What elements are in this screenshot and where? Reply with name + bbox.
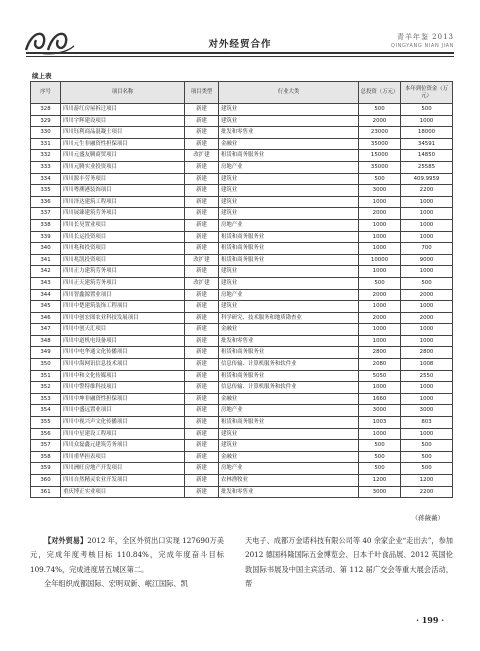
cell-project-type: 新建 xyxy=(185,219,219,231)
cell-project-type: 新建 xyxy=(185,127,219,139)
table-row xyxy=(31,115,453,127)
cell-no: 341 xyxy=(31,254,61,266)
cell-project-name: 四川重华担表项目 xyxy=(61,451,185,463)
table-row xyxy=(31,185,453,197)
table-row xyxy=(31,104,453,116)
cell-no: 354 xyxy=(31,405,61,417)
cell-project-name: 四川中警特维科技项目 xyxy=(61,382,185,394)
cell-project-type: 新建 xyxy=(185,393,219,405)
cell-industry: 建筑业 xyxy=(219,428,359,440)
cell-total-investment: 1000 xyxy=(359,428,401,440)
cell-project-name: 四川长运投资项目 xyxy=(61,231,185,243)
cell-industry: 租赁和商务服务业 xyxy=(219,243,359,255)
table-row xyxy=(31,277,453,289)
cell-industry: 批发和零售业 xyxy=(219,486,359,498)
cell-project-type: 新建 xyxy=(185,104,219,116)
page-number: · 199 · xyxy=(416,615,444,625)
cell-industry: 建筑业 xyxy=(219,185,359,197)
yearbook-label: 青羊年鉴 2013 xyxy=(396,33,454,41)
cell-project-type: 新建 xyxy=(185,185,219,197)
cell-project-name: 四川中星建设工程项目 xyxy=(61,428,185,440)
cell-funds-received: 1000 xyxy=(401,231,453,243)
cell-industry: 金融业 xyxy=(219,451,359,463)
cell-funds-received: 500 xyxy=(401,463,453,475)
cell-total-investment: 1000 xyxy=(359,382,401,394)
cell-funds-received: 500 xyxy=(401,440,453,452)
cell-no: 350 xyxy=(31,359,61,371)
cell-total-investment: 2800 xyxy=(359,347,401,359)
cell-industry: 建筑业 xyxy=(219,104,359,116)
cell-industry: 批发和零售业 xyxy=(219,127,359,139)
cell-total-investment: 15000 xyxy=(359,150,401,162)
cell-funds-received: 34591 xyxy=(401,138,453,150)
cell-project-type: 新建 xyxy=(185,115,219,127)
cell-project-type: 改扩建 xyxy=(185,254,219,266)
cell-project-name: 四川长昊置业项目 xyxy=(61,219,185,231)
cell-total-investment: 500 xyxy=(359,277,401,289)
table-row xyxy=(31,150,453,162)
cell-industry: 建筑业 xyxy=(219,196,359,208)
cell-project-type: 新建 xyxy=(185,161,219,173)
cell-industry: 信息传输、计算机服务和软件业 xyxy=(219,382,359,394)
cell-funds-received: 1000 xyxy=(401,219,453,231)
table-row xyxy=(31,382,453,394)
cell-no: 340 xyxy=(31,243,61,255)
cell-project-type: 新建 xyxy=(185,266,219,278)
table-row xyxy=(31,138,453,150)
cell-project-type: 新建 xyxy=(185,208,219,220)
cell-project-type: 新建 xyxy=(185,359,219,371)
article-paragraph xyxy=(30,534,224,577)
cell-total-investment: 500 xyxy=(359,451,401,463)
cell-project-name: 四川元生非融资性担保项目 xyxy=(61,138,185,150)
cell-funds-received: 1000 xyxy=(401,393,453,405)
table-row xyxy=(31,173,453,185)
cell-project-type: 新建 xyxy=(185,289,219,301)
table-row xyxy=(31,254,453,266)
cell-project-name: 四川游红房屋拆迁项目 xyxy=(61,104,185,116)
cell-project-name: 四川智鑫源置业项目 xyxy=(61,289,185,301)
cell-no: 338 xyxy=(31,219,61,231)
cell-total-investment: 1000 xyxy=(359,219,401,231)
table-row xyxy=(31,324,453,336)
cell-project-type: 新建 xyxy=(185,243,219,255)
cell-industry: 租赁和商务服务业 xyxy=(219,417,359,429)
cell-industry: 信息传输、计算机服务和软件业 xyxy=(219,359,359,371)
cell-total-investment: 1000 xyxy=(359,324,401,336)
cell-total-investment: 2080 xyxy=(359,359,401,371)
cell-industry: 房地产业 xyxy=(219,289,359,301)
cell-project-name: 四川洲旺房地产开发项目 xyxy=(61,463,185,475)
table-row xyxy=(31,219,453,231)
cell-funds-received: 1000 xyxy=(401,335,453,347)
cell-no: 355 xyxy=(31,417,61,429)
cell-total-investment: 3000 xyxy=(359,405,401,417)
table-row xyxy=(31,347,453,359)
cell-project-name: 四川钰利商品混凝土项目 xyxy=(61,127,185,139)
cell-total-investment: 1000 xyxy=(359,266,401,278)
table-row xyxy=(31,486,453,498)
cell-project-name: 四川源丰劳务项目 xyxy=(61,173,185,185)
table-row xyxy=(31,208,453,220)
cell-no: 352 xyxy=(31,382,61,394)
column-header-industry: 行业大类 xyxy=(219,82,359,104)
cell-funds-received: 2000 xyxy=(401,312,453,324)
table-header-row xyxy=(31,82,453,104)
cell-industry: 租赁和商务服务业 xyxy=(219,150,359,162)
cell-project-name: 重庆博正实业项目 xyxy=(61,486,185,498)
cell-industry: 建筑业 xyxy=(219,440,359,452)
table-row xyxy=(31,359,453,371)
cell-total-investment: 35000 xyxy=(359,138,401,150)
cell-no: 346 xyxy=(31,312,61,324)
cell-total-investment: 500 xyxy=(359,104,401,116)
cell-industry: 房地产业 xyxy=(219,463,359,475)
article-left-column xyxy=(30,534,224,592)
cell-project-type: 新建 xyxy=(185,463,219,475)
table-row xyxy=(31,393,453,405)
cell-industry: 建筑业 xyxy=(219,301,359,313)
table-row xyxy=(31,243,453,255)
table-row xyxy=(31,428,453,440)
table-row xyxy=(31,127,453,139)
article-text: 2012 年，全区外贸出口实现 127690万美元，完成年度考核目标 110.84%，完成年度奋斗目标 109.74%，完成进度居五城区第二。 xyxy=(30,536,224,574)
cell-total-investment: 1000 xyxy=(359,196,401,208)
cell-no: 347 xyxy=(31,324,61,336)
cell-project-type: 新建 xyxy=(185,405,219,417)
cell-no: 337 xyxy=(31,208,61,220)
cell-funds-received: 1008 xyxy=(401,359,453,371)
cell-industry: 金融业 xyxy=(219,138,359,150)
cell-total-investment: 3000 xyxy=(359,185,401,197)
cell-no: 342 xyxy=(31,266,61,278)
section-title: 对外经贸合作 xyxy=(208,39,272,50)
cell-project-name: 四川中电华通文化传播项目 xyxy=(61,347,185,359)
cell-project-type: 新建 xyxy=(185,173,219,185)
cell-total-investment: 1003 xyxy=(359,417,401,429)
article-paragraph: 全年组织成都国际、宏明双新、岷江国际、凯 xyxy=(44,579,188,589)
cell-industry: 批发和零售业 xyxy=(219,335,359,347)
cell-total-investment: 1000 xyxy=(359,335,401,347)
cell-industry: 金融业 xyxy=(219,324,359,336)
cell-project-name: 四川中坤非融资性担保项目 xyxy=(61,393,185,405)
cell-project-name: 四川泽达建筑工程项目 xyxy=(61,196,185,208)
column-header-name: 项目名称 xyxy=(61,82,185,104)
cell-industry: 建筑业 xyxy=(219,173,359,185)
cell-industry: 建筑业 xyxy=(219,266,359,278)
cell-project-name: 四川元腾实业投资项目 xyxy=(61,161,185,173)
cell-funds-received: 500 xyxy=(401,277,453,289)
cell-funds-received: 18000 xyxy=(401,127,453,139)
cell-project-name: 四川中视兴声文化传播项目 xyxy=(61,417,185,429)
cell-project-name: 四川中创宏图农业科技发展项目 xyxy=(61,312,185,324)
cell-project-type: 新建 xyxy=(185,451,219,463)
table-row xyxy=(31,161,453,173)
cell-total-investment: 35000 xyxy=(359,161,401,173)
table-row xyxy=(31,417,453,429)
cell-project-name: 四川正力建筑劳务项目 xyxy=(61,266,185,278)
article-tag: 【对外贸易】 xyxy=(44,536,88,545)
table-row xyxy=(31,370,453,382)
column-header-type: 项目类型 xyxy=(185,82,219,104)
header-rule-thick xyxy=(26,52,454,54)
table-row xyxy=(31,312,453,324)
cell-no: 358 xyxy=(31,451,61,463)
cell-no: 359 xyxy=(31,463,61,475)
cell-project-name: 四川众磊鑫元建筑劳务项目 xyxy=(61,440,185,452)
cell-funds-received: 1000 xyxy=(401,301,453,313)
cell-industry: 建筑业 xyxy=(219,115,359,127)
continued-label: 续上表 xyxy=(32,72,52,80)
cell-funds-received: 409.9959 xyxy=(401,173,453,185)
cell-total-investment: 2000 xyxy=(359,115,401,127)
project-table xyxy=(30,81,453,498)
cell-no: 356 xyxy=(31,428,61,440)
cell-project-type: 新建 xyxy=(185,370,219,382)
cell-total-investment: 3000 xyxy=(359,486,401,498)
cell-no: 357 xyxy=(31,440,61,452)
table-row xyxy=(31,266,453,278)
cell-project-type: 新建 xyxy=(185,138,219,150)
article-right-column xyxy=(245,534,453,592)
cell-no: 345 xyxy=(31,301,61,313)
cell-funds-received: 3000 xyxy=(401,405,453,417)
cell-total-investment: 2000 xyxy=(359,289,401,301)
cell-industry: 科学研究、技术服务和地质勘查业 xyxy=(219,312,359,324)
cell-funds-received: 1000 xyxy=(401,428,453,440)
cell-project-name: 四川兆凯投资项目 xyxy=(61,254,185,266)
cell-industry: 租赁和商务服务业 xyxy=(219,231,359,243)
cell-project-name: 四川兆和投资项目 xyxy=(61,243,185,255)
cell-total-investment: 23000 xyxy=(359,127,401,139)
cell-funds-received: 1000 xyxy=(401,324,453,336)
cell-project-name: 四川中盛远置业项目 xyxy=(61,405,185,417)
cell-project-type: 新建 xyxy=(185,382,219,394)
cell-project-name: 四川中创天汇项目 xyxy=(61,324,185,336)
cell-project-type: 新建 xyxy=(185,417,219,429)
cell-no: 329 xyxy=(31,115,61,127)
cell-project-name: 四川宇辉建设项目 xyxy=(61,115,185,127)
cell-project-name: 四川自然精灵农业开发项目 xyxy=(61,475,185,487)
cell-project-type: 新建 xyxy=(185,335,219,347)
table-row xyxy=(31,335,453,347)
cell-total-investment: 1000 xyxy=(359,301,401,313)
cell-no: 360 xyxy=(31,475,61,487)
cell-funds-received: 500 xyxy=(401,104,453,116)
header-rule-thin xyxy=(26,56,454,57)
cell-project-type: 新建 xyxy=(185,312,219,324)
column-header-no: 序号 xyxy=(31,82,61,104)
cell-project-type: 改扩建 xyxy=(185,150,219,162)
cell-project-name: 四川元盛友腾商贸项目 xyxy=(61,150,185,162)
cell-funds-received: 1000 xyxy=(401,115,453,127)
cell-project-type: 新建 xyxy=(185,231,219,243)
cell-industry: 租赁和商务服务业 xyxy=(219,254,359,266)
cell-total-investment: 2000 xyxy=(359,312,401,324)
cell-funds-received: 14850 xyxy=(401,150,453,162)
cell-no: 336 xyxy=(31,196,61,208)
table-row xyxy=(31,463,453,475)
table-row xyxy=(31,231,453,243)
cell-funds-received: 2200 xyxy=(401,185,453,197)
cell-industry: 房地产业 xyxy=(219,405,359,417)
cell-no: 332 xyxy=(31,150,61,162)
cell-funds-received: 500 xyxy=(401,451,453,463)
cell-no: 344 xyxy=(31,289,61,301)
cell-no: 361 xyxy=(31,486,61,498)
cell-total-investment: 500 xyxy=(359,463,401,475)
cell-no: 349 xyxy=(31,347,61,359)
cell-funds-received: 2550 xyxy=(401,370,453,382)
cell-funds-received: 1000 xyxy=(401,208,453,220)
cell-no: 328 xyxy=(31,104,61,116)
cell-total-investment: 500 xyxy=(359,440,401,452)
cell-funds-received: 2000 xyxy=(401,289,453,301)
cell-funds-received: 2200 xyxy=(401,486,453,498)
cell-industry: 租赁和商务服务业 xyxy=(219,370,359,382)
cell-funds-received: 700 xyxy=(401,243,453,255)
cell-no: 339 xyxy=(31,231,61,243)
cell-total-investment: 500 xyxy=(359,173,401,185)
cell-funds-received: 9000 xyxy=(401,254,453,266)
column-header-total-investment: 总投资（万元） xyxy=(359,82,401,104)
cell-funds-received: 1000 xyxy=(401,266,453,278)
cell-project-name: 四川粤溯港装饰项目 xyxy=(61,185,185,197)
cell-total-investment: 1000 xyxy=(359,243,401,255)
cell-no: 331 xyxy=(31,138,61,150)
cell-funds-received: 1000 xyxy=(401,196,453,208)
cell-project-type: 新建 xyxy=(185,301,219,313)
cell-no: 335 xyxy=(31,185,61,197)
cell-funds-received: 25585 xyxy=(401,161,453,173)
table-row xyxy=(31,475,453,487)
cell-project-name: 四川正天建筑劳务项目 xyxy=(61,277,185,289)
cell-total-investment: 1200 xyxy=(359,475,401,487)
cell-project-name: 四川中楚建筑装饰工程项目 xyxy=(61,301,185,313)
yearbook-label-en: QINGYANG NIAN JIAN xyxy=(391,43,454,49)
cell-total-investment: 1660 xyxy=(359,393,401,405)
cell-no: 343 xyxy=(31,277,61,289)
table-row xyxy=(31,405,453,417)
cell-industry: 租赁和商务服务业 xyxy=(219,347,359,359)
column-header-funds-received: 本年到位资金（万元） xyxy=(401,82,453,104)
cell-project-type: 新建 xyxy=(185,428,219,440)
cell-project-name: 四川展臻建筑劳务项目 xyxy=(61,208,185,220)
cell-project-type: 新建 xyxy=(185,324,219,336)
cell-project-name: 四川中道机电设备项目 xyxy=(61,335,185,347)
cell-project-name: 四川中海网讯信息技术项目 xyxy=(61,359,185,371)
article-paragraph: 天电子、成都万金诺科技有限公司等 40 余家企业“走出去”，参加 2012 德国科隆国际五金博览会、日本千叶食品展、2012 英国伦敦国际书展及中国主宾活动、第 112 届广交会等重大展会活动，帮 xyxy=(245,536,453,589)
cell-industry: 金融业 xyxy=(219,393,359,405)
yearbook-label-block xyxy=(391,32,454,49)
cell-project-type: 改扩建 xyxy=(185,277,219,289)
cell-industry: 房地产业 xyxy=(219,161,359,173)
cell-funds-received: 1000 xyxy=(401,382,453,394)
cell-project-name: 四川中和文化传媒项目 xyxy=(61,370,185,382)
cell-no: 334 xyxy=(31,173,61,185)
cell-no: 333 xyxy=(31,161,61,173)
table-row xyxy=(31,440,453,452)
cell-project-type: 新建 xyxy=(185,196,219,208)
table-row xyxy=(31,289,453,301)
table-note: （蒋薇薇） xyxy=(411,514,444,522)
cell-funds-received: 1200 xyxy=(401,475,453,487)
cell-project-type: 新建 xyxy=(185,347,219,359)
cell-funds-received: 803 xyxy=(401,417,453,429)
cell-funds-received: 2800 xyxy=(401,347,453,359)
table-row xyxy=(31,196,453,208)
cell-total-investment: 10000 xyxy=(359,254,401,266)
cell-total-investment: 2000 xyxy=(359,208,401,220)
cell-no: 330 xyxy=(31,127,61,139)
cell-total-investment: 5050 xyxy=(359,370,401,382)
cell-industry: 农林渔牧业 xyxy=(219,475,359,487)
cell-project-type: 新建 xyxy=(185,486,219,498)
cell-total-investment: 1000 xyxy=(359,231,401,243)
cell-project-type: 新建 xyxy=(185,475,219,487)
cell-industry: 建筑业 xyxy=(219,208,359,220)
cell-no: 351 xyxy=(31,370,61,382)
cell-industry: 房地产业 xyxy=(219,219,359,231)
cell-industry: 建筑业 xyxy=(219,277,359,289)
table-row xyxy=(31,301,453,313)
cell-no: 353 xyxy=(31,393,61,405)
cell-no: 348 xyxy=(31,335,61,347)
table-row xyxy=(31,451,453,463)
cell-project-type: 新建 xyxy=(185,440,219,452)
